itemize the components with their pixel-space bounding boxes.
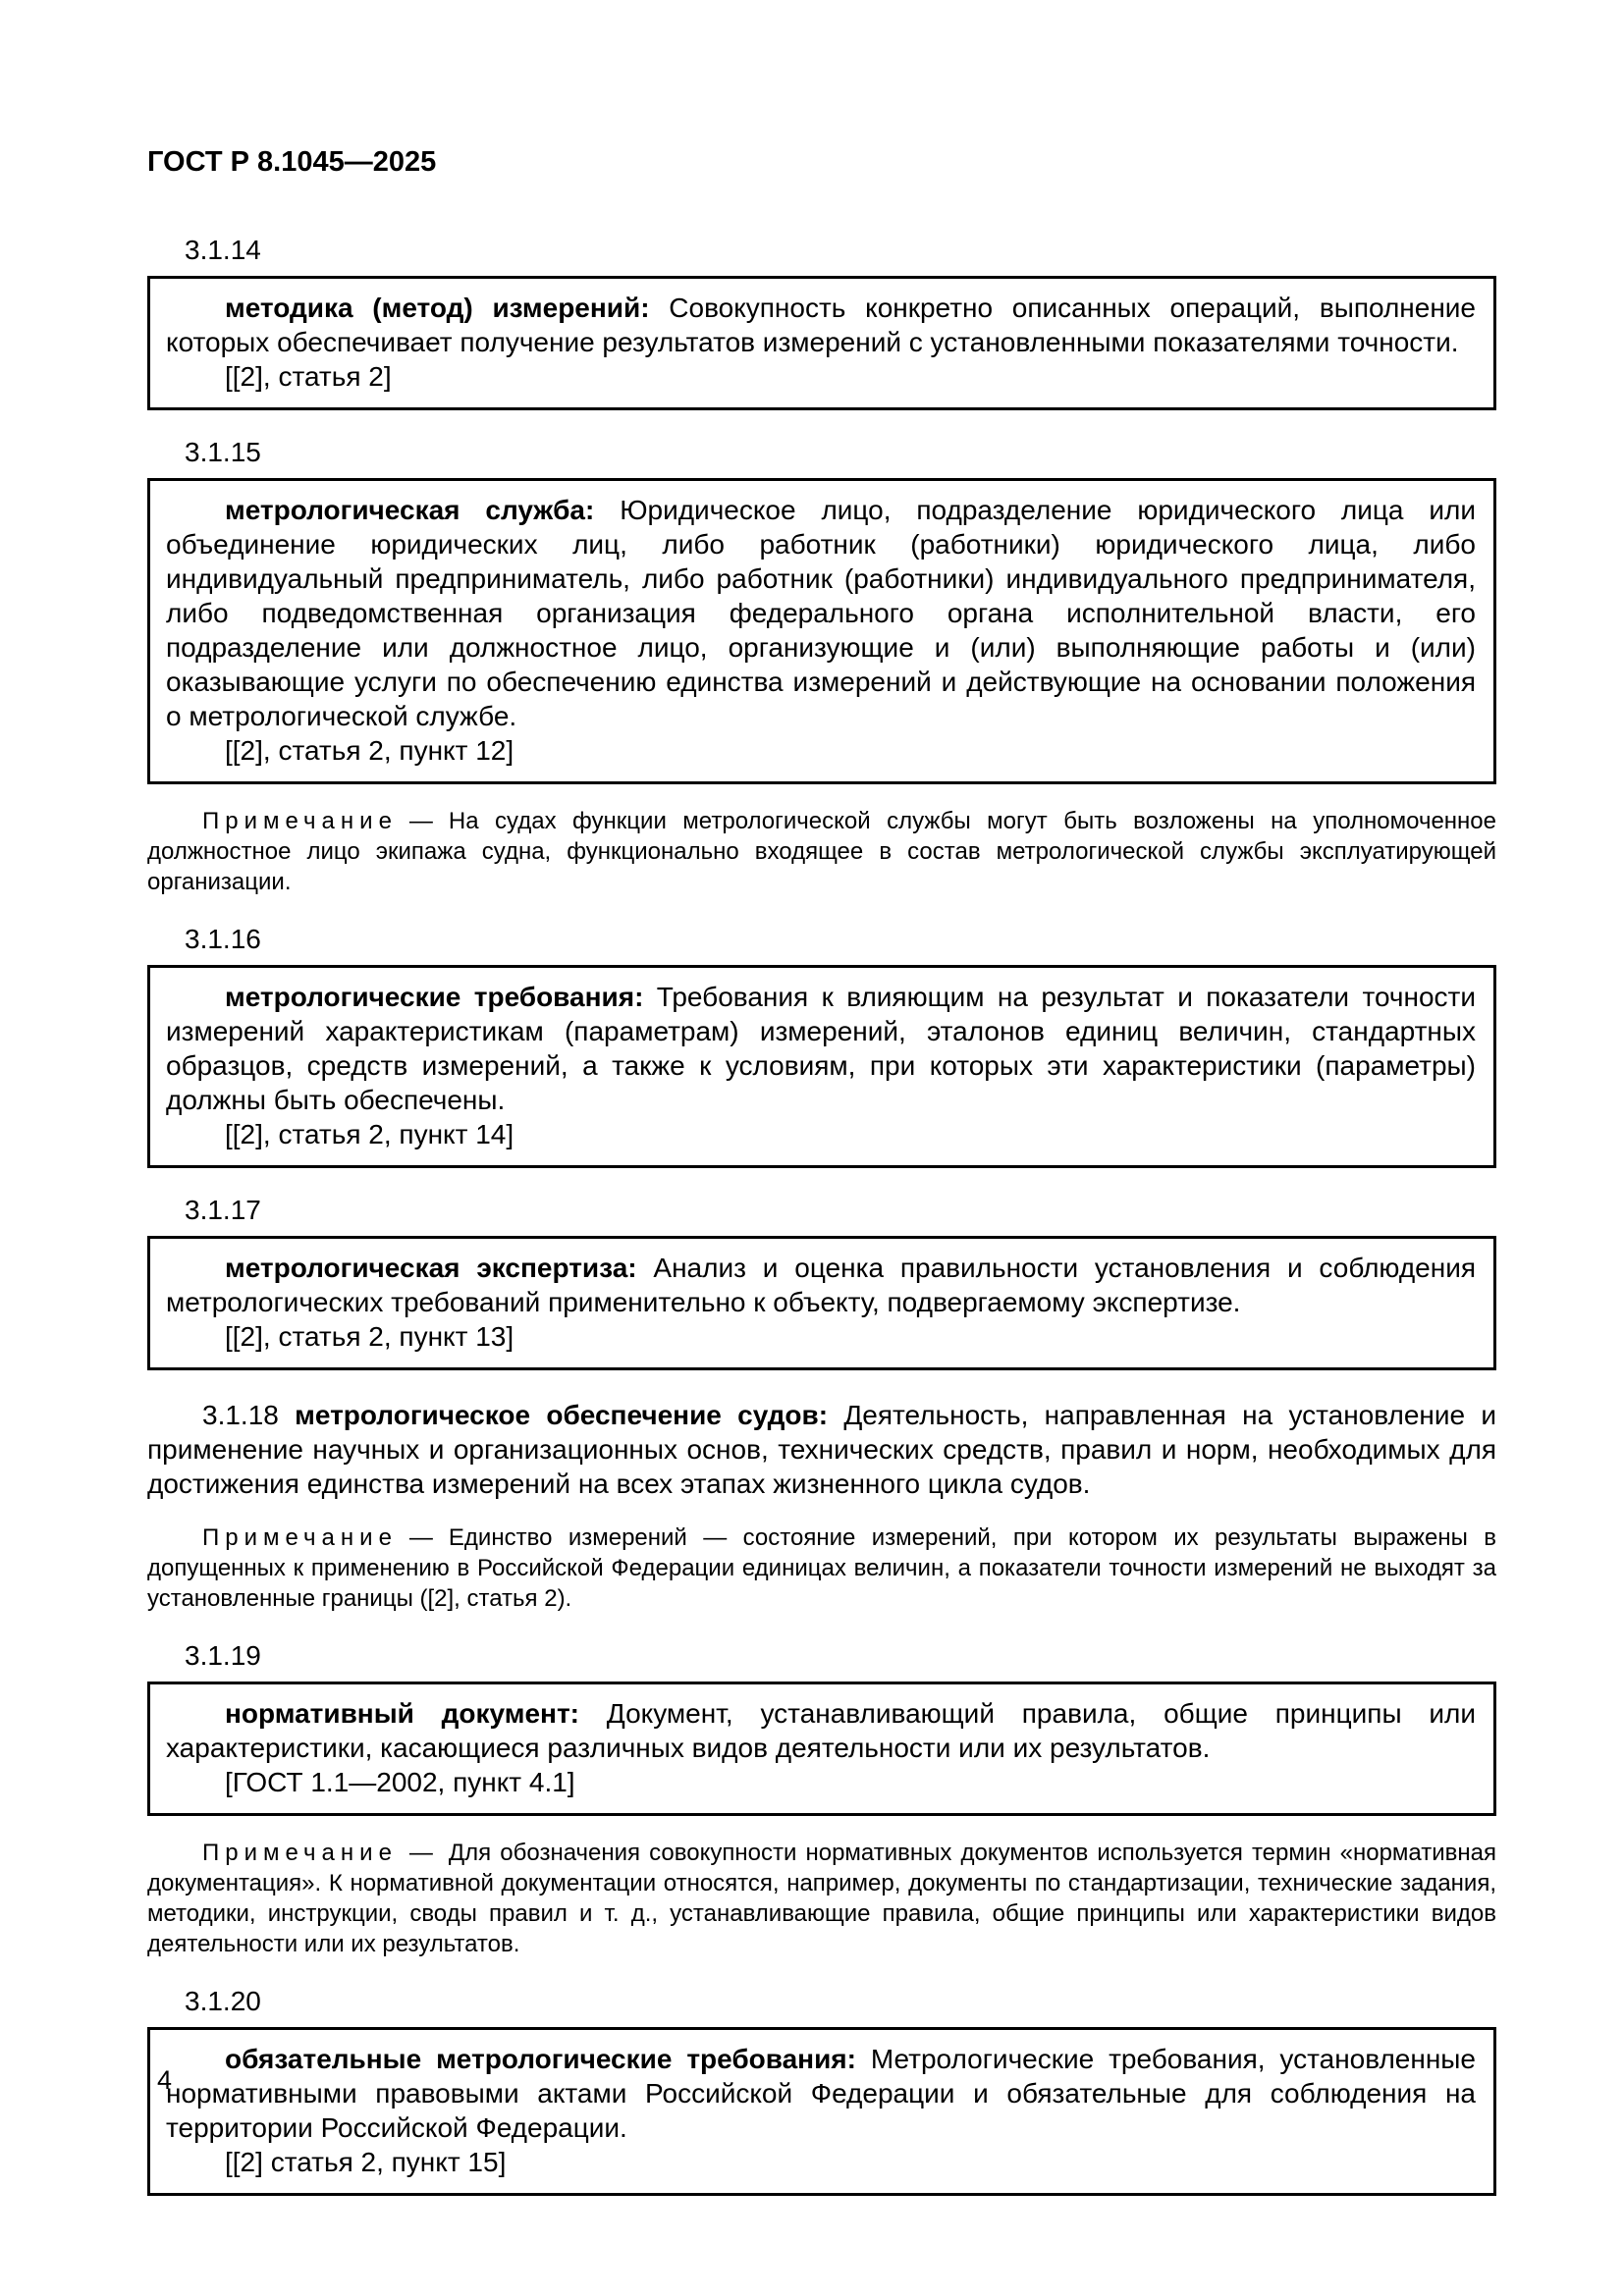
- section-number-3-1-14: 3.1.14: [185, 235, 261, 265]
- note-paragraph-3-1-19: [147, 1838, 1496, 1959]
- term-label: обязательные метрологические требования:: [225, 2044, 856, 2074]
- section-paragraph-3-1-18: [147, 1398, 1496, 1501]
- note-text: На судах функции метрологической службы могут быть возложены на уполномоченное должностное лицо экипажа судна, функционально входящее в состав метрологической службы эксплуатирующей организации.: [147, 808, 1496, 895]
- term-label: методика (метод) измерений:: [225, 293, 650, 323]
- definition-text: Требования к влияющим на результат и показатели точности измерений характеристикам (параметрам) измерений, эталонов единиц величин, стандартных образцов, средств измерений, а также к условиям, при которых эти характеристики (параметры) должны быть обеспечены.: [166, 982, 1477, 1115]
- page-number: 4: [157, 2065, 173, 2095]
- definition-paragraph: [166, 980, 1476, 1117]
- note-label: Примечание: [202, 1840, 398, 1866]
- definition-text: Юридическое лицо, подразделение юридического лица или объединение юридических лиц, либо работник (работники) юридического лица, либо индивидуальный предприниматель, либо работник (работники) индивидуального предпринимателя, либо подведомственная организация федерального органа исполнительной власти, его подразделение или должностное лицо, организующие и (или) выполняющие работы и (или) оказывающие услуги по обеспечению единства измерений и действующие на основании положения о метрологической службе.: [166, 495, 1476, 731]
- term-label: нормативный документ:: [225, 1698, 579, 1729]
- source-reference: [[2], статья 2, пункт 13]: [225, 1321, 514, 1352]
- definition-text: Деятельность, направленная на установление и применение научных и организационных основ, технических средств, правил и норм, необходимых для достижения единства измерений на всех этапах жизненного цикла судов.: [147, 1400, 1497, 1499]
- source-reference: [[2], статья 2, пункт 12]: [225, 735, 514, 766]
- source-reference: [[2], статья 2]: [225, 361, 392, 392]
- source-reference: [ГОСТ 1.1—2002, пункт 4.1]: [225, 1767, 575, 1797]
- definition-paragraph: [166, 1251, 1476, 1319]
- note-dash: —: [408, 1524, 433, 1551]
- term-label: метрологическая служба:: [225, 495, 595, 525]
- page-content: [147, 145, 1496, 2196]
- definition-box-3-1-19: [147, 1682, 1496, 1816]
- note-label: Примечание: [202, 808, 398, 834]
- document-header: ГОСТ Р 8.1045—2025: [147, 146, 437, 178]
- definition-paragraph: [166, 291, 1476, 359]
- definition-text: Метрологические требования, установленные нормативными правовыми актами Российской Федерации и обязательные для соблюдения на территории Российской Федерации.: [166, 2044, 1477, 2143]
- definition-text: Анализ и оценка правильности установления и соблюдения метрологических требований применительно к объекту, подвергаемому экспертизе.: [166, 1253, 1476, 1317]
- definition-box-3-1-16: [147, 965, 1496, 1168]
- source-reference: [[2], статья 2, пункт 14]: [225, 1119, 514, 1149]
- definition-text: Совокупность конкретно описанных операций, выполнение которых обеспечивает получение результатов измерений с установленными показателями точности.: [166, 293, 1476, 357]
- note-paragraph-3-1-15: [147, 806, 1496, 897]
- term-label: метрологические требования:: [225, 982, 644, 1012]
- note-text: Для обозначения совокупности нормативных документов используется термин «нормативная документация». К нормативной документации относятся, например, документы по стандартизации, технические задания, методики, инструкции, своды правил и т. д., устанавливающие правила, общие принципы или характеристики видов деятельности или их результатов.: [147, 1840, 1496, 1957]
- term-label: метрологическое обеспечение судов:: [295, 1400, 829, 1430]
- section-number-3-1-19: 3.1.19: [185, 1640, 261, 1671]
- definition-box-3-1-17: [147, 1236, 1496, 1370]
- definition-box-3-1-20: [147, 2027, 1496, 2196]
- definition-paragraph: [166, 493, 1476, 733]
- definition-box-3-1-14: [147, 276, 1496, 410]
- note-dash: —: [408, 808, 433, 834]
- definition-paragraph: [166, 1696, 1476, 1765]
- note-dash: —: [408, 1840, 433, 1866]
- section-number-3-1-16: 3.1.16: [185, 924, 261, 954]
- source-reference: [[2] статья 2, пункт 15]: [225, 2147, 507, 2177]
- note-paragraph-3-1-18: [147, 1522, 1496, 1614]
- section-number-inline: 3.1.18: [202, 1400, 279, 1430]
- definition-paragraph: [166, 2042, 1476, 2145]
- section-number-3-1-17: 3.1.17: [185, 1195, 261, 1225]
- note-text: Единство измерений — состояние измерений, при котором их результаты выражены в допущенных к применению в Российской Федерации единицах величин, а показатели точности измерений не выходят за установленные границы ([2], статья 2).: [147, 1524, 1496, 1612]
- note-label: Примечание: [202, 1524, 398, 1551]
- definition-box-3-1-15: [147, 478, 1496, 784]
- term-label: метрологическая экспертиза:: [225, 1253, 637, 1283]
- definition-text: Документ, устанавливающий правила, общие принципы или характеристики, касающиеся различных видов деятельности или их результатов.: [166, 1698, 1476, 1763]
- section-number-3-1-20: 3.1.20: [185, 1986, 261, 2016]
- section-number-3-1-15: 3.1.15: [185, 437, 261, 467]
